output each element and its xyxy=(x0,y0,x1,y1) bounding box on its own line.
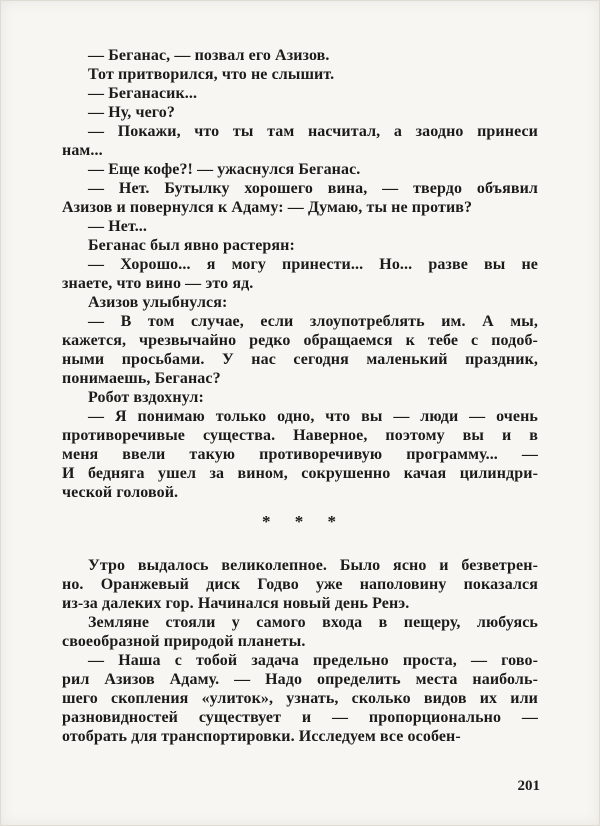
text-line: противоречивые существа. Наверное, поэтому вы и в xyxy=(62,427,538,444)
text-line: — Покажи, что ты там насчитал, а заодно принеси xyxy=(88,123,538,140)
text-line: Азизов улыбнулся: xyxy=(88,294,228,311)
paragraph xyxy=(62,255,538,293)
text-line: Беганас был явно растерян: xyxy=(88,237,295,254)
paragraph xyxy=(62,122,538,160)
paragraph xyxy=(62,556,538,613)
paragraph xyxy=(62,160,538,179)
paragraph xyxy=(62,236,538,255)
text-line: отобрать для транспортировки. Исследуем все особен- xyxy=(62,728,461,745)
paragraph xyxy=(62,293,538,312)
text-line: из-за далеких гор. Начинался новый день Ренэ. xyxy=(62,595,410,612)
text-line: но. Оранжевый диск Годво уже наполовину показался xyxy=(62,576,538,593)
text-line: ными просьбами. У нас сегодня маленький праздник, xyxy=(62,351,538,368)
text-line: — Нет... xyxy=(88,218,148,235)
text-section-1 xyxy=(62,46,538,502)
page-number: 201 xyxy=(517,778,540,794)
text-line: Тот притворился, что не слышит. xyxy=(88,66,335,83)
text-line: понимаешь, Беганас? xyxy=(62,370,221,387)
text-line: разновидностей существует и — пропорционально — xyxy=(62,709,538,726)
text-line: Земляне стояли у самого входа в пещеру, любуясь xyxy=(88,614,538,631)
text-line: — Хорошо... я могу принести... Но... разве вы не xyxy=(88,256,538,273)
text-line: И бедняга ушел за вином, сокрушенно качая цилиндри- xyxy=(62,465,538,482)
text-line: своеобразной природой планеты. xyxy=(62,633,306,650)
text-line: Азизов и повернулся к Адаму: — Думаю, ты не против? xyxy=(62,199,473,216)
text-line: — Беганас, — позвал его Азизов. xyxy=(88,47,330,64)
text-line: — Нет. Бутылку хорошего вина, — твердо объявил xyxy=(88,180,538,197)
text-line: — Ну, чего? xyxy=(88,104,175,121)
text-line: — Я понимаю только одно, что вы — люди — очень xyxy=(88,408,538,425)
section-separator: * * * xyxy=(262,512,338,531)
text-line: меня ввели такую противоречивую программу... — xyxy=(62,446,538,463)
paragraph xyxy=(62,65,538,84)
text-line: рил Азизов Адаму. — Надо определить места наиболь- xyxy=(62,671,538,688)
paragraph xyxy=(62,651,538,746)
paragraph xyxy=(62,103,538,122)
text-line: Утро выдалось великолепное. Было ясно и безветрен- xyxy=(88,557,538,574)
text-line: нам... xyxy=(62,142,103,159)
text-line: кажется, чрезвычайно редко обращаемся к тебе с подоб- xyxy=(62,332,538,349)
text-line: Робот вздохнул: xyxy=(88,389,204,406)
paragraph xyxy=(62,217,538,236)
paragraph xyxy=(62,46,538,65)
paragraph xyxy=(62,407,538,502)
paragraph xyxy=(62,312,538,388)
paragraph xyxy=(62,388,538,407)
paragraph xyxy=(62,179,538,217)
text-line: — Еще кофе?! — ужаснулся Беганас. xyxy=(88,161,361,178)
text-line: — Беганасик... xyxy=(88,85,198,102)
text-line: ческой головой. xyxy=(62,484,179,501)
text-line: — Наша с тобой задача предельно проста, — гово- xyxy=(88,652,538,669)
paragraph xyxy=(62,613,538,651)
text-section-2 xyxy=(62,556,538,746)
text-line: знаете, что вино — это яд. xyxy=(62,275,254,292)
text-line: шего скопления «улиток», узнать, сколько видов их или xyxy=(62,690,538,707)
text-line: — В том случае, если злоупотреблять им. А мы, xyxy=(88,313,538,330)
paragraph xyxy=(62,84,538,103)
